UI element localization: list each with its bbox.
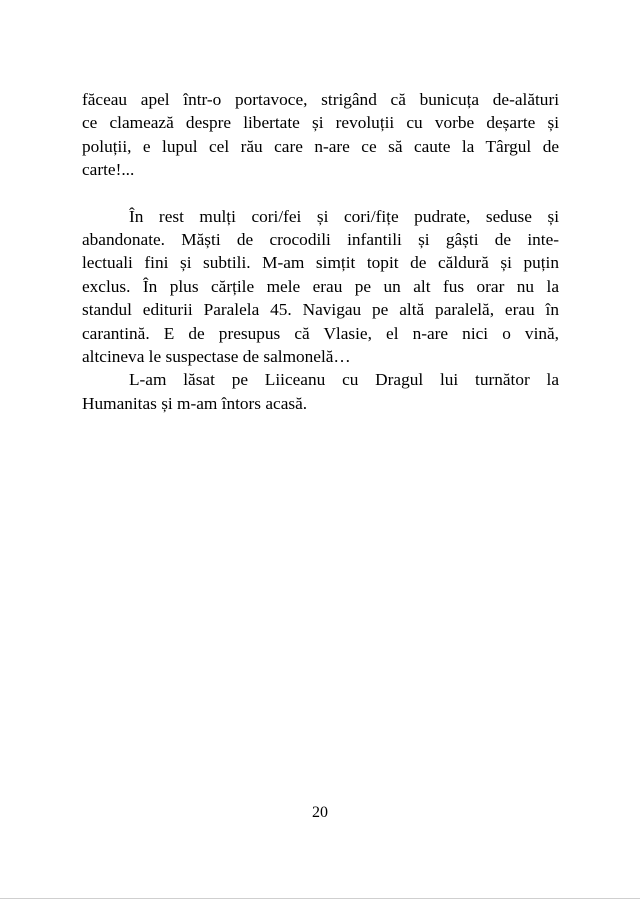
text-line: standul editurii Paralela 45. Navigau pe altă paralelă, erau în <box>82 300 559 320</box>
text-line: În rest mulți cori/fei și cori/fițe pudrate, seduse și <box>129 206 559 226</box>
text-line: exclus. În plus cărțile mele erau pe un alt fus orar nu la <box>82 276 559 296</box>
text-line: L-am lăsat pe Liiceanu cu Dragul lui turnător la <box>129 370 559 390</box>
text-line: lectuali fini și subtili. M-am simțit topit de căldură și puțin <box>82 253 559 273</box>
text-line: carantină. E de presupus că Vlasie, el n-are nici o vină, <box>82 323 559 343</box>
text-line: abandonate. Măști de crocodili infantili și gâști de inte- <box>82 230 559 250</box>
paragraph-spacer <box>82 182 559 205</box>
text-line: altcineva le suspectase de salmonelă… <box>82 347 351 367</box>
body-text <box>82 88 559 415</box>
text-line: carte!... <box>82 160 135 180</box>
paragraph-2 <box>82 205 559 369</box>
text-line: Humanitas și m-am întors acasă. <box>82 393 308 413</box>
text-line: poluții, e lupul cel rău care n-are ce să caute la Târgul de <box>82 136 559 156</box>
text-line: făceau apel într-o portavoce, strigând că bunicuța de-alături <box>82 90 559 109</box>
paragraph-1 <box>82 88 559 182</box>
paragraph-3 <box>82 368 559 415</box>
page-edge-divider <box>0 898 640 899</box>
text-line: ce clamează despre libertate și revoluții cu vorbe deșarte și <box>82 113 559 133</box>
page-number: 20 <box>312 804 328 821</box>
